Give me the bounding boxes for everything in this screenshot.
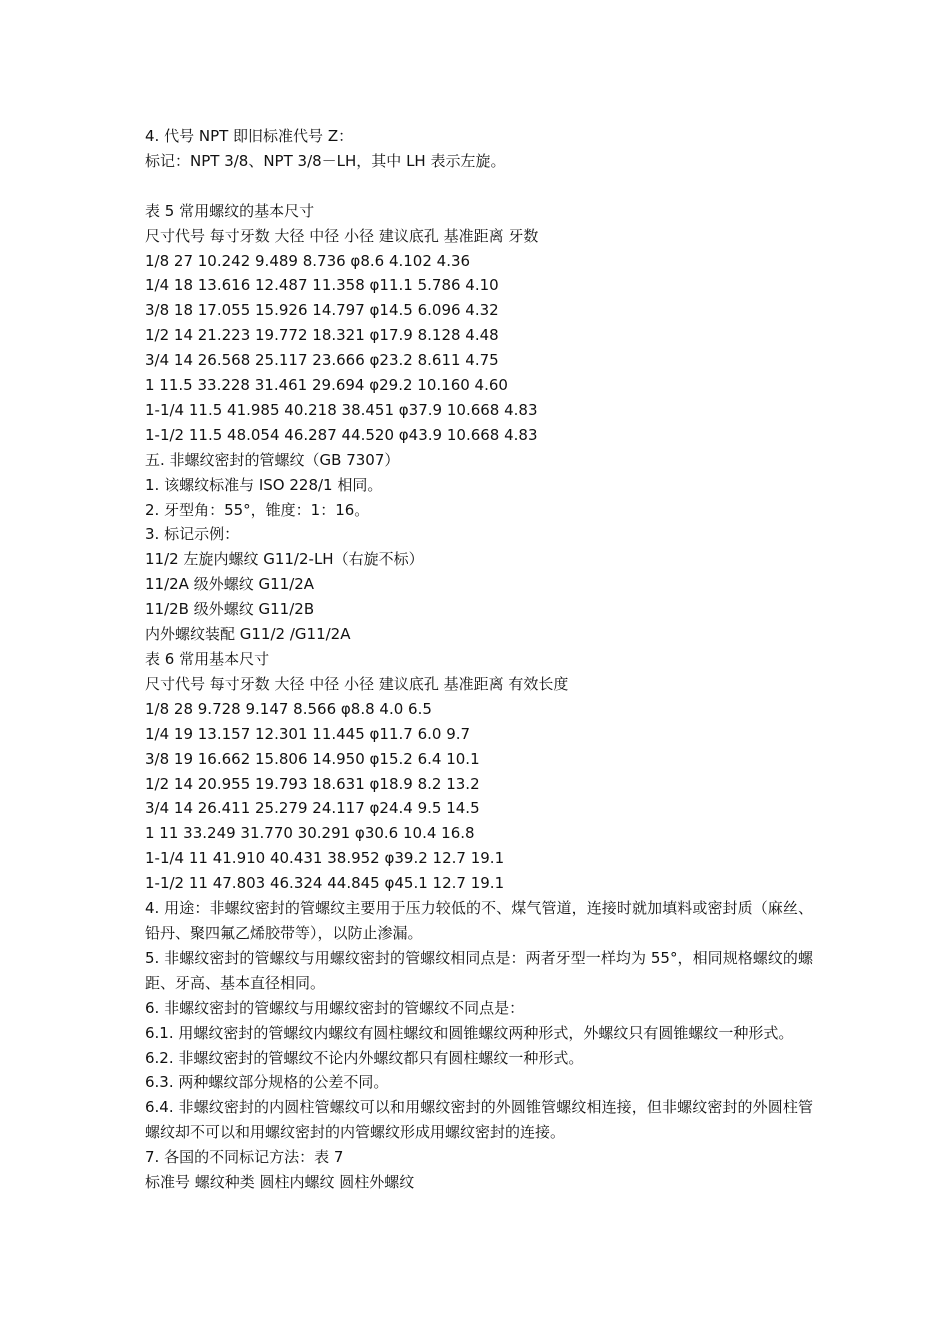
table-row: 1/2 14 21.223 19.772 18.321 φ17.9 8.128 4.48 bbox=[145, 326, 499, 345]
table-row: 1/4 18 13.616 12.487 11.358 φ11.1 5.786 4.10 bbox=[145, 276, 499, 295]
table-row: 3/8 18 17.055 15.926 14.797 φ14.5 6.096 4.32 bbox=[145, 301, 499, 320]
example-line: 内外螺纹装配 G11/2 /G11/2A bbox=[145, 625, 351, 644]
paragraph: 7. 各国的不同标记方法：表 7 bbox=[145, 1148, 344, 1167]
text-line: 2. 牙型角：55°，锥度：1：16。 bbox=[145, 500, 370, 519]
example-line: 11/2A 级外螺纹 G11/2A bbox=[145, 575, 315, 594]
text-line: 4. 代号 NPT 即旧标准代号 Z： bbox=[145, 127, 354, 145]
section-heading: 五. 非螺纹密封的管螺纹（GB 7307） bbox=[145, 450, 400, 469]
text-line: 标记：NPT 3/8、NPT 3/8－LH，其中 LH 表示左旋。 bbox=[145, 151, 506, 170]
paragraph: 6.2. 非螺纹密封的管螺纹不论内外螺纹都只有圆柱螺纹一种形式。 bbox=[145, 1048, 584, 1067]
table-caption: 表 5 常用螺纹的基本尺寸 bbox=[145, 201, 315, 220]
table-header: 标准号 螺纹种类 圆柱内螺纹 圆柱外螺纹 bbox=[145, 1173, 415, 1192]
table-header: 尺寸代号 每寸牙数 大径 中径 小径 建议底孔 基准距离 牙数 bbox=[145, 226, 539, 245]
document-page bbox=[145, 124, 813, 1195]
table-row: 1 11.5 33.228 31.461 29.694 φ29.2 10.160 4.60 bbox=[145, 376, 508, 395]
table-caption: 表 6 常用基本尺寸 bbox=[145, 650, 270, 669]
paragraph: 6.3. 两种螺纹部分规格的公差不同。 bbox=[145, 1073, 389, 1092]
blank-line bbox=[145, 174, 813, 199]
table-row: 3/8 19 16.662 15.806 14.950 φ15.2 6.4 10.1 bbox=[145, 749, 480, 768]
paragraph: 6.4. 非螺纹密封的内圆柱管螺纹可以和用螺纹密封的外圆锥管螺纹相连接，但非螺纹密封的外圆柱管螺纹却不可以和用螺纹密封的内管螺纹形成用螺纹密封的连接。 bbox=[145, 1098, 813, 1142]
table-row: 1 11 33.249 31.770 30.291 φ30.6 10.4 16.8 bbox=[145, 824, 475, 843]
table-header: 尺寸代号 每寸牙数 大径 中径 小径 建议底孔 基准距离 有效长度 bbox=[145, 674, 569, 693]
paragraph: 5. 非螺纹密封的管螺纹与用螺纹密封的管螺纹相同点是：两者牙型一样均为 55°，相同规格螺纹的螺距、牙高、基本直径相同。 bbox=[145, 948, 813, 992]
paragraph: 6.1. 用螺纹密封的管螺纹内螺纹有圆柱螺纹和圆锥螺纹两种形式，外螺纹只有圆锥螺纹一种形式。 bbox=[145, 1023, 794, 1042]
table-row: 1/2 14 20.955 19.793 18.631 φ18.9 8.2 13.2 bbox=[145, 774, 480, 793]
paragraph: 6. 非螺纹密封的管螺纹与用螺纹密封的管螺纹不同点是： bbox=[145, 998, 525, 1017]
table-row: 1-1/2 11.5 48.054 46.287 44.520 φ43.9 10.668 4.83 bbox=[145, 425, 538, 444]
paragraph: 4. 用途：非螺纹密封的管螺纹主要用于压力较低的不、煤气管道，连接时就加填料或密封质（麻丝、铅丹、聚四氟乙烯胶带等），以防止渗漏。 bbox=[145, 899, 813, 942]
table-row: 1-1/2 11 47.803 46.324 44.845 φ45.1 12.7 19.1 bbox=[145, 874, 505, 893]
text-line: 1. 该螺纹标准与 ISO 228/1 相同。 bbox=[145, 475, 383, 494]
table-row: 1-1/4 11 41.910 40.431 38.952 φ39.2 12.7 19.1 bbox=[145, 849, 505, 868]
table-row: 1/8 28 9.728 9.147 8.566 φ8.8 4.0 6.5 bbox=[145, 699, 432, 718]
table-row: 3/4 14 26.568 25.117 23.666 φ23.2 8.611 4.75 bbox=[145, 351, 499, 370]
table-row: 1/8 27 10.242 9.489 8.736 φ8.6 4.102 4.36 bbox=[145, 251, 471, 270]
example-line: 11/2 左旋内螺纹 G11/2-LH（右旋不标） bbox=[145, 550, 424, 569]
text-line: 3. 标记示例： bbox=[145, 525, 240, 544]
table-row: 1-1/4 11.5 41.985 40.218 38.451 φ37.9 10.668 4.83 bbox=[145, 400, 538, 419]
table-row: 1/4 19 13.157 12.301 11.445 φ11.7 6.0 9.7 bbox=[145, 724, 471, 743]
table-row: 3/4 14 26.411 25.279 24.117 φ24.4 9.5 14.5 bbox=[145, 799, 480, 818]
example-line: 11/2B 级外螺纹 G11/2B bbox=[145, 600, 315, 619]
